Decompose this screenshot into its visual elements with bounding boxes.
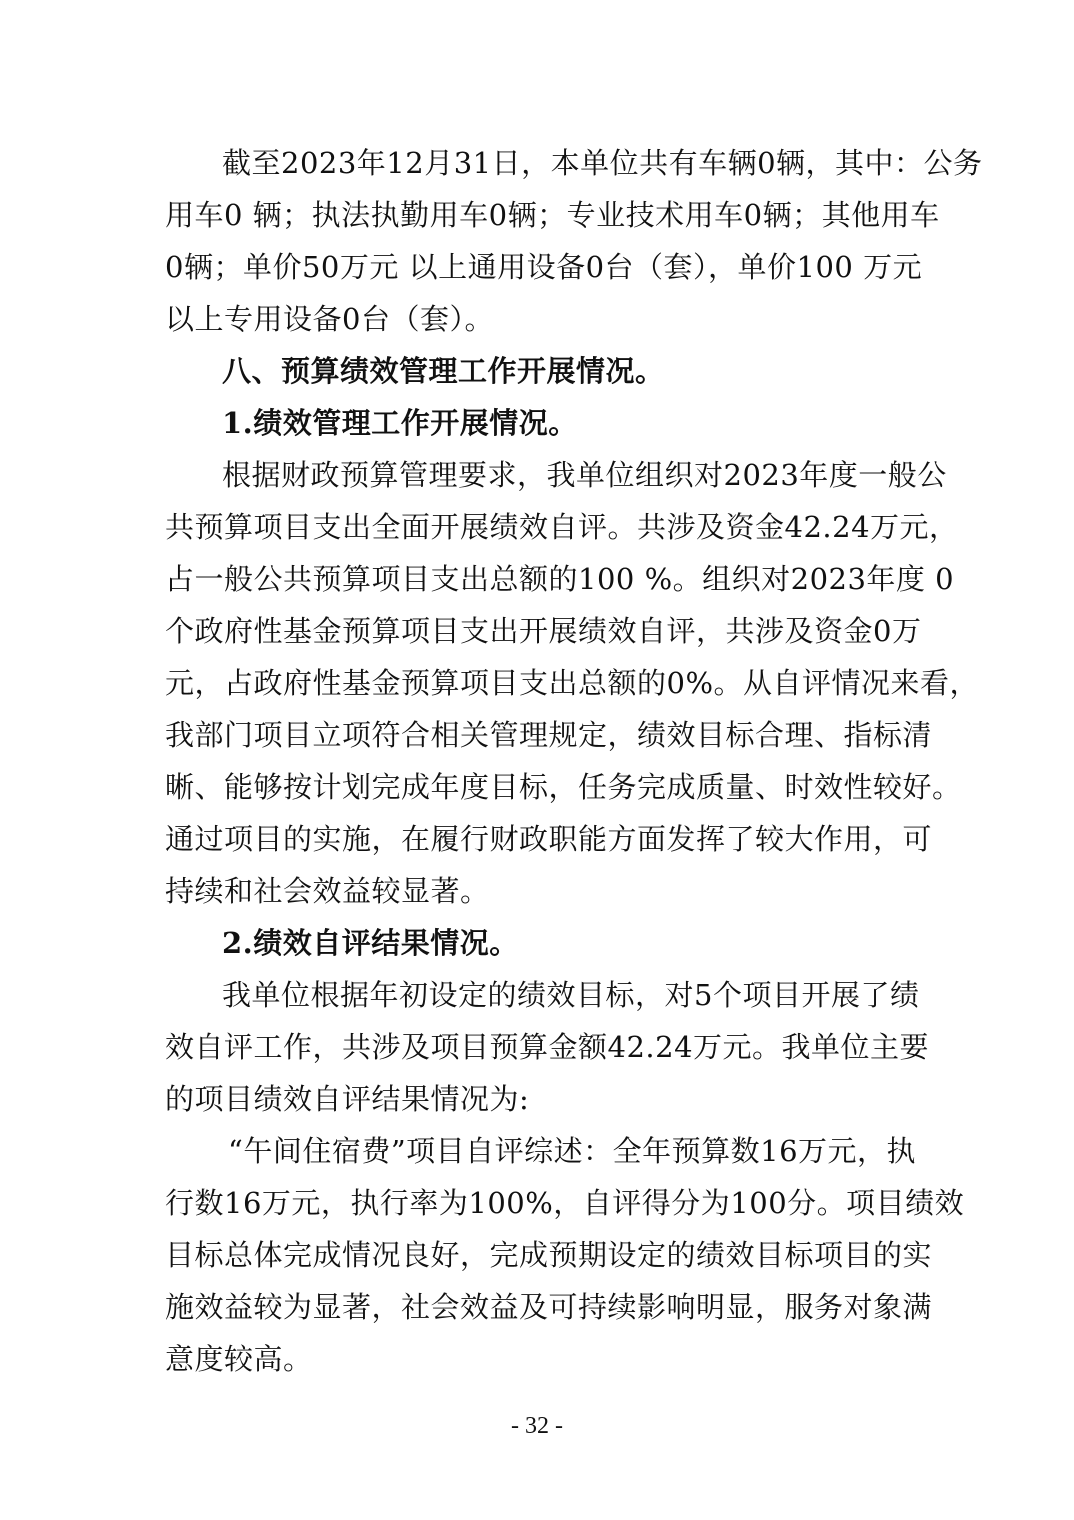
paragraph-vehicles-line-1: 截至2023年12月31日，本单位共有车辆0辆，其中：公务 bbox=[222, 146, 983, 180]
paragraph-project-line-2: 行数16万元，执行率为100%，自评得分为100分。项目绩效 bbox=[165, 1186, 965, 1220]
paragraph-management-line-4: 个政府性基金预算项目支出开展绩效自评，共涉及资金0万 bbox=[165, 614, 922, 648]
paragraph-project-line-3: 目标总体完成情况良好，完成预期设定的绩效目标项目的实 bbox=[165, 1238, 933, 1272]
paragraph-results-line-1: 我单位根据年初设定的绩效目标，对5个项目开展了绩 bbox=[222, 978, 920, 1012]
paragraph-management-line-8: 通过项目的实施，在履行财政职能方面发挥了较大作用，可 bbox=[165, 822, 933, 856]
paragraph-results-line-2: 效自评工作，共涉及项目预算金额42.24万元。我单位主要 bbox=[165, 1030, 930, 1064]
paragraph-project-line-5: 意度较高。 bbox=[165, 1342, 313, 1376]
page-number: - 32 - bbox=[511, 1413, 563, 1439]
paragraph-management-line-7: 晰、能够按计划完成年度目标，任务完成质量、时效性较好。 bbox=[165, 770, 962, 804]
paragraph-management-line-6: 我部门项目立项符合相关管理规定，绩效目标合理、指标清 bbox=[165, 718, 933, 752]
paragraph-management-line-9: 持续和社会效益较显著。 bbox=[165, 874, 490, 908]
paragraph-project-line-1: “午间住宿费”项目自评综述：全年预算数16万元，执 bbox=[228, 1134, 917, 1168]
paragraph-vehicles-line-2: 用车0 辆；执法执勤用车0辆；专业技术用车0辆；其他用车 bbox=[165, 198, 940, 232]
paragraph-vehicles-line-3: 0辆；单价50万元 以上通用设备0台（套），单价100 万元 bbox=[165, 250, 923, 284]
paragraph-management-line-2: 共预算项目支出全面开展绩效自评。共涉及资金42.24万元， bbox=[165, 510, 959, 544]
paragraph-results-line-3: 的项目绩效自评结果情况为: bbox=[165, 1082, 530, 1116]
subsection-heading-2: 2.绩效自评结果情况。 bbox=[222, 926, 519, 960]
paragraph-project-line-4: 施效益较为显著，社会效益及可持续影响明显，服务对象满 bbox=[165, 1290, 933, 1324]
subsection-heading-1: 1.绩效管理工作开展情况。 bbox=[222, 406, 578, 440]
section-heading-eight: 八、预算绩效管理工作开展情况。 bbox=[222, 354, 665, 388]
paragraph-vehicles-line-4: 以上专用设备0台（套）。 bbox=[165, 302, 494, 336]
paragraph-management-line-3: 占一般公共预算项目支出总额的100 %。组织对2023年度 0 bbox=[165, 562, 955, 596]
paragraph-management-line-5: 元，占政府性基金预算项目支出总额的0%。从自评情况来看， bbox=[165, 666, 980, 700]
paragraph-management-line-1: 根据财政预算管理要求，我单位组织对2023年度一般公 bbox=[222, 458, 947, 492]
